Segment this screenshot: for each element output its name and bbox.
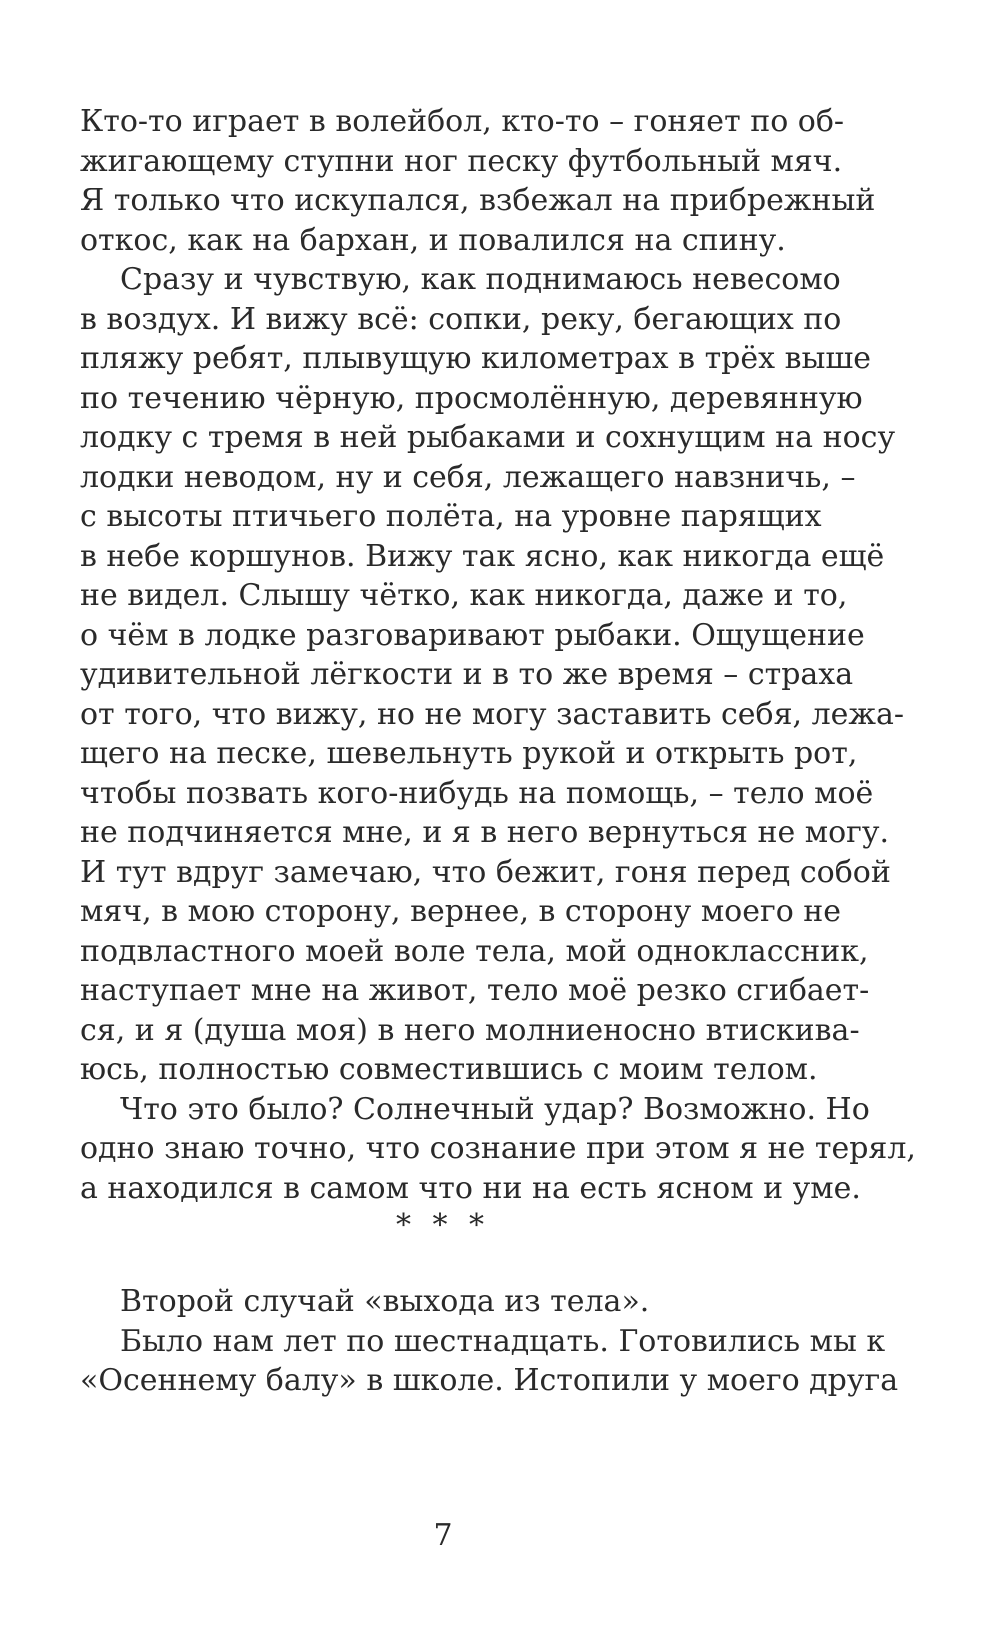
text-line: одно знаю точно, что сознание при этом я не терял, — [80, 1131, 916, 1166]
text-line: по течению чёрную, просмолённую, деревянную — [80, 380, 863, 416]
text-block-main — [80, 102, 916, 1208]
text-line: в небе коршунов. Вижу так ясно, как никогда ещё — [80, 538, 885, 574]
text-line: Кто-то играет в волейбол, кто-то – гоняет по об- — [80, 104, 845, 139]
text-line: Что это было? Солнечный удар? Возможно. Но — [120, 1091, 870, 1127]
text-line: с высоты птичьего полёта, на уровне парящих — [80, 499, 822, 534]
text-line: жигающему ступни ног песку футбольный мяч. — [80, 143, 843, 179]
text-line: откос, как на бархан, и повалился на спину. — [80, 222, 786, 258]
text-line: Я только что искупался, взбежал на прибрежный — [80, 183, 876, 218]
text-line: лодку с тремя в ней рыбаками и сохнущим на носу — [80, 420, 896, 455]
text-line: ся, и я (душа моя) в него молниеносно втискива- — [80, 1012, 860, 1048]
text-line: мяч, в мою сторону, вернее, в сторону моего не — [80, 894, 842, 929]
text-line: не подчиняется мне, и я в него вернуться не могу. — [80, 815, 890, 850]
section-separator: * * * — [395, 1208, 491, 1243]
text-line: в воздух. И вижу всё: сопки, реку, бегающих по — [80, 301, 842, 337]
text-line: лодки неводом, ну и себя, лежащего навзничь, – — [80, 459, 856, 495]
page-number: 7 — [433, 1518, 453, 1553]
text-line: И тут вдруг замечаю, что бежит, гоня перед собой — [80, 854, 891, 890]
text-line: не видел. Слышу чётко, как никогда, даже и то, — [80, 578, 848, 613]
text-line: удивительной лёгкости и в то же время – страха — [80, 657, 854, 692]
text-line: подвластного моей воле тела, мой одноклассник, — [80, 933, 869, 969]
text-block-second — [80, 1282, 899, 1401]
text-line: щего на песке, шевельнуть рукой и открыть рот, — [80, 736, 858, 771]
text-line: Второй случай «выхода из тела». — [120, 1284, 650, 1319]
text-line: наступает мне на живот, тело моё резко сгибает- — [80, 973, 870, 1008]
text-line: от того, что вижу, но не могу заставить себя, лежа- — [80, 696, 905, 732]
text-line: юсь, полностью совместившись с моим телом. — [80, 1052, 818, 1087]
text-line: чтобы позвать кого-нибудь на помощь, – тело моё — [80, 775, 874, 811]
text-line: а находился в самом что ни на есть ясном и уме. — [80, 1170, 861, 1206]
text-line: Сразу и чувствую, как поднимаюсь невесомо — [120, 262, 841, 297]
text-line: Было нам лет по шестнадцать. Готовились мы к — [120, 1323, 886, 1359]
text-line: о чём в лодке разговаривают рыбаки. Ощущение — [80, 617, 865, 653]
text-line: пляжу ребят, плывущую километрах в трёх выше — [80, 341, 871, 376]
text-line: «Осеннему балу» в школе. Истопили у моего друга — [80, 1363, 899, 1398]
